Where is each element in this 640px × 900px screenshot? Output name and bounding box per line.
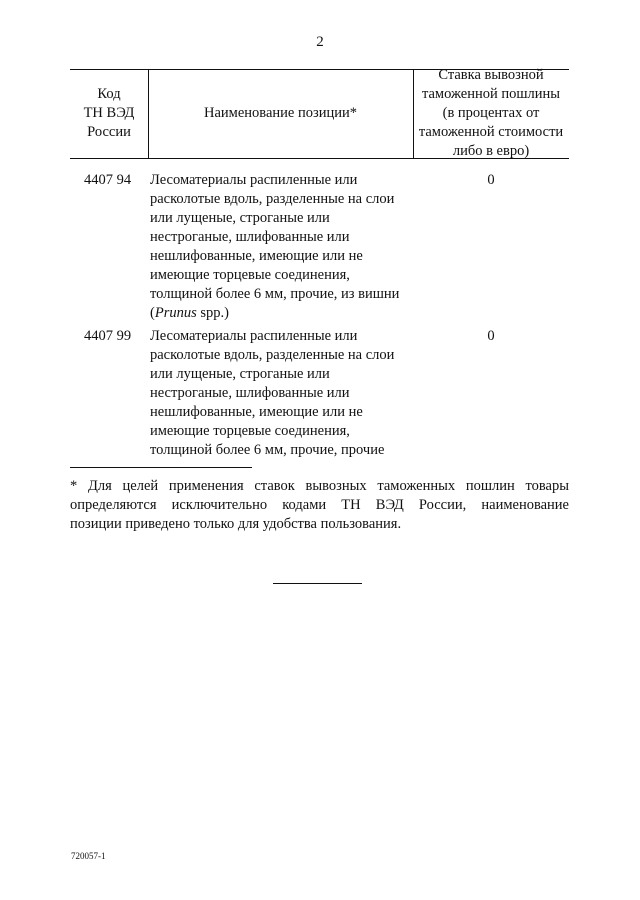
row-rate: 0 — [487, 328, 495, 344]
header-rate-line: либо в евро) — [452, 143, 530, 159]
header-name-label: Наименование позиции* — [204, 105, 357, 121]
footnote-line: определяются исключительно кодами ТН ВЭД России, наименование — [70, 497, 569, 513]
header-rate-line: (в процентах от — [442, 105, 540, 121]
row-name-line: нестроганые, шлифованные или — [150, 229, 350, 245]
document-code: 720057-1 — [71, 851, 106, 861]
row-name-line: Лесоматериалы распиленные или — [150, 172, 358, 188]
header-rate-line: таможенной стоимости — [418, 124, 564, 140]
header-code-line: России — [87, 124, 131, 140]
footnote — [70, 477, 569, 534]
row-name-line: нешлифованные, имеющие или не — [150, 404, 363, 420]
row-name-line: расколотые вдоль, разделенные на слои — [150, 191, 395, 207]
table-header-bottom-rule — [70, 158, 569, 159]
end-of-document-rule — [273, 583, 362, 584]
row-name-line-last — [150, 304, 415, 323]
row-name-line: или лущеные, строганые или — [150, 210, 330, 226]
row-name-line: толщиной более 6 мм, прочие, прочие — [150, 442, 385, 458]
footnote-line: позиции приведено только для удобства пользования. — [70, 516, 402, 532]
row-name-line: расколотые вдоль, разделенные на слои — [150, 347, 395, 363]
row-name-line: Лесоматериалы распиленные или — [150, 328, 358, 344]
header-code-line: ТН ВЭД — [83, 105, 135, 121]
header-rate-line: таможенной пошлины — [421, 86, 561, 102]
latin-genus: Prunus — [154, 305, 197, 321]
row-rate: 0 — [487, 172, 495, 188]
species-suffix: spp.) — [196, 305, 229, 321]
row-name-line: нешлифованные, имеющие или не — [150, 248, 363, 264]
header-code-line: Код — [97, 86, 121, 102]
row-name-line: имеющие торцевые соединения, — [150, 267, 350, 283]
header-name — [148, 69, 413, 158]
row-name-line: нестроганые, шлифованные или — [150, 385, 350, 401]
row-name-line: имеющие торцевые соединения, — [150, 423, 350, 439]
row-code: 4407 99 — [84, 328, 132, 344]
paren-open: ( — [150, 305, 155, 321]
row-name — [150, 327, 415, 460]
page-number: 2 — [316, 34, 324, 50]
header-code — [70, 69, 148, 158]
row-name-line: толщиной более 6 мм, прочие, из вишни — [150, 286, 400, 302]
header-rate — [413, 69, 569, 158]
row-code: 4407 94 — [84, 172, 132, 188]
footnote-line: * Для целей применения ставок вывозных таможенных пошлин товары — [70, 478, 569, 494]
header-rate-line: Ставка вывозной — [438, 67, 544, 83]
footnote-separator — [70, 467, 252, 468]
row-name — [150, 171, 415, 323]
row-name-line: или лущеные, строганые или — [150, 366, 330, 382]
